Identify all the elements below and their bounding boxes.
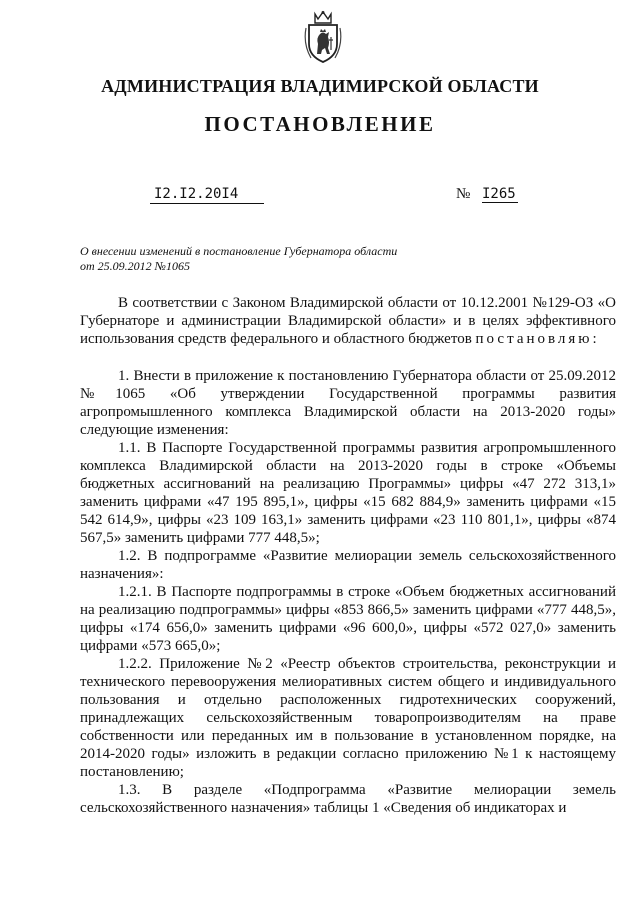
paragraph-1-2-1: 1.2.1. В Паспорте подпрограммы в строке «Объем бюджетных ассигнований на реализацию подпрограммы» цифры «853 866,5» заменить цифрами «777 448,5», цифры «174 656,0» заменить цифрами «96 600,0», цифры «572 027,0» заменить цифрами «573 665,0»;	[80, 584, 616, 654]
document-date: I2.I2.20I4	[150, 186, 264, 204]
preamble-text: В соответствии с Законом Владимирской области от 10.12.2001 №129-ОЗ «О Губернаторе и администрации Владимирской области» и в целях эффективного использования средств федерального и областного бюджетов	[80, 295, 616, 347]
paragraph-1-2-2: 1.2.2. Приложение №2 «Реестр объектов строительства, реконструкции и технического перевооружения мелиоративных систем общего и индивидуального пользования и отдельно расположенных гидротехнических сооружений, принадлежащих сельскохозяйственным товаропроизводителям на праве собственности или переданных им в пользование в установленном порядке, на 2014-2020 годы» изложить в редакции согласно приложению №1 к настоящему постановлению;	[80, 656, 616, 780]
paragraph-1: 1. Внести в приложение к постановлению Губернатора области от 25.09.2012 №1065 «Об утверждении Государственной программы развития агропромышленного комплекса Владимирской области на 2013-2020 годы» следующие изменения:	[80, 368, 616, 438]
organization-name: АДМИНИСТРАЦИЯ ВЛАДИМИРСКОЙ ОБЛАСТИ	[101, 76, 539, 96]
preamble-paragraph	[80, 294, 616, 348]
document-number: I265	[482, 186, 518, 203]
document-body	[80, 294, 616, 817]
paragraph-1-3: 1.3. В разделе «Подпрограмма «Развитие мелиорации земель сельскохозяйственного назначения» таблицы 1 «Сведения об индикаторах и	[80, 782, 616, 816]
decree-word: постановляю:	[475, 331, 600, 347]
document-subject: О внесении изменений в постановление Губернатора области от 25.09.2012 №1065	[80, 244, 398, 273]
coat-of-arms-icon	[303, 10, 343, 66]
document-type-title: ПОСТАНОВЛЕНИЕ	[204, 112, 436, 136]
paragraph-1-2: 1.2. В подпрограмме «Развитие мелиорации земель сельскохозяйственного назначения»:	[80, 548, 616, 582]
number-label: №	[456, 186, 471, 202]
paragraph-1-1: 1.1. В Паспорте Государственной программы развития агропромышленного комплекса Владимирской области на 2013-2020 годы в строке «Объемы бюджетных ассигнований на реализацию Программы» цифры «47 272 313,1» заменить цифрами «47 195 895,1», цифры «15 682 884,9» заменить цифрами «15 542 614,9», цифры «23 109 163,1» заменить цифрами «23 110 801,1», цифры «874 567,5» заменить цифрами 777 448,5»;	[80, 440, 616, 546]
